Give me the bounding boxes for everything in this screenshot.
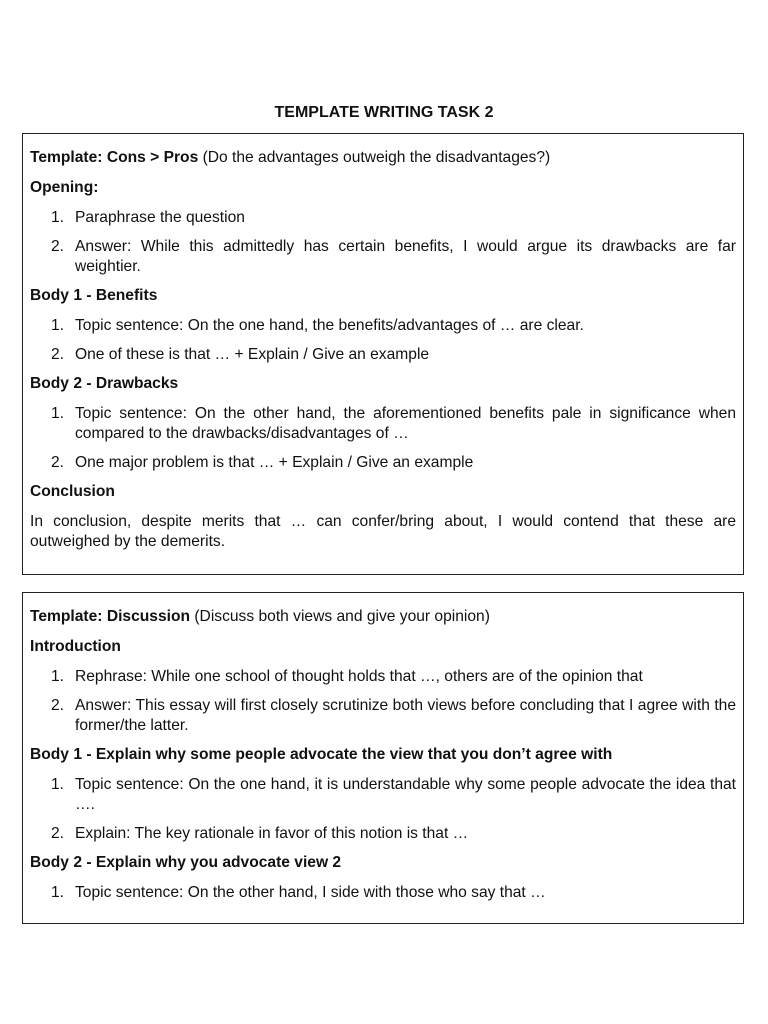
body2-heading: Body 2 - Explain why you advocate view 2 [30, 854, 342, 871]
page-title: TEMPLATE WRITING TASK 2 [274, 104, 494, 121]
list-item-text: Rephrase: While one school of thought holds that …, others are of the opinion that [75, 668, 643, 685]
list-item [30, 345, 736, 365]
list-number: 1. [51, 317, 65, 334]
opening-list [30, 208, 736, 277]
introduction-list [30, 667, 736, 736]
list-item-text: One major problem is that … + Explain / Give an example [75, 454, 474, 471]
template-subtitle: (Do the advantages outweigh the disadvantages?) [198, 149, 551, 166]
list-item [30, 667, 736, 687]
list-number: 1. [51, 884, 65, 901]
template-discussion-box [22, 592, 744, 924]
list-item [30, 696, 736, 736]
list-number: 2. [51, 454, 65, 471]
body2-list [30, 404, 736, 473]
body1-heading: Body 1 - Explain why some people advocate the view that you don’t agree with [30, 746, 613, 763]
list-item-text: Answer: While this admittedly has certain benefits, I would argue its drawbacks are far weightier. [75, 238, 736, 275]
conclusion-heading: Conclusion [30, 483, 115, 500]
list-item [30, 237, 736, 277]
list-number: 1. [51, 668, 65, 685]
conclusion-text: In conclusion, despite merits that … can confer/bring about, I would contend that these are outweighed by the demerits. [30, 513, 736, 550]
list-item-text: Paraphrase the question [75, 209, 245, 226]
list-item-text: Answer: This essay will first closely scrutinize both views before concluding that I agree with the former/the latter. [75, 697, 736, 734]
list-item [30, 316, 736, 336]
list-item-text: Topic sentence: On the other hand, I side with those who say that … [75, 884, 546, 901]
template-title-line [30, 607, 736, 627]
list-item-text: Topic sentence: On the one hand, it is understandable why some people advocate the idea that …. [75, 776, 736, 813]
list-number: 2. [51, 238, 65, 255]
list-item-text: One of these is that … + Explain / Give an example [75, 346, 430, 363]
list-number: 2. [51, 346, 65, 363]
list-number: 1. [51, 209, 65, 226]
list-number: 2. [51, 825, 65, 842]
list-item-text: Topic sentence: On the other hand, the aforementioned benefits pale in significance when compared to the drawbacks/disadvantages of … [75, 405, 736, 442]
list-item [30, 883, 736, 903]
list-number: 2. [51, 697, 65, 714]
body1-list [30, 775, 736, 844]
list-number: 1. [51, 405, 65, 422]
list-item [30, 775, 736, 815]
opening-heading: Opening: [30, 179, 99, 196]
list-item-text: Topic sentence: On the one hand, the benefits/advantages of … are clear. [75, 317, 584, 334]
body2-heading: Body 2 - Drawbacks [30, 375, 179, 392]
body1-list [30, 316, 736, 365]
list-item [30, 453, 736, 473]
list-item [30, 824, 736, 844]
template-label: Template: Cons > Pros [30, 149, 199, 166]
body1-heading: Body 1 - Benefits [30, 287, 158, 304]
template-cons-pros-box [22, 133, 744, 575]
list-item [30, 404, 736, 444]
list-item [30, 208, 736, 228]
introduction-heading: Introduction [30, 638, 121, 655]
list-number: 1. [51, 776, 65, 793]
body2-list [30, 883, 736, 903]
list-item-text: Explain: The key rationale in favor of this notion is that … [75, 825, 469, 842]
template-label: Template: Discussion [30, 608, 191, 625]
template-subtitle: (Discuss both views and give your opinion) [190, 608, 490, 625]
template-title-line [30, 148, 736, 168]
